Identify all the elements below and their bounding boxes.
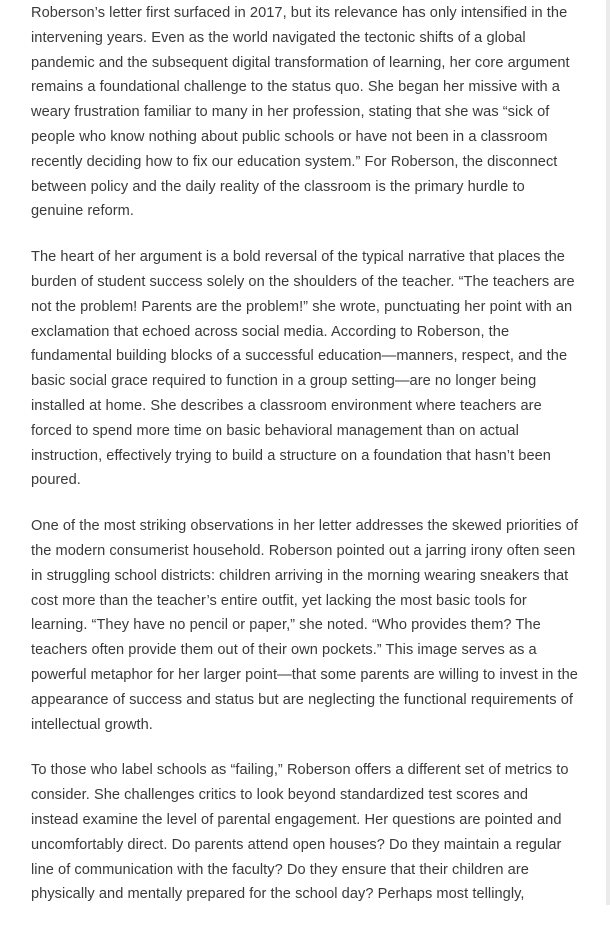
article-paragraph-4: To those who label schools as “failing,” Roberson offers a different set of metrics to consider. She challenges critics to look beyond standardized test scores and instead examine the level of parental engagement. Her questions are pointed and uncomfortably direct. Do parents attend open houses? Do they maintain a regular line of communication with the faculty? Do they ensure that their children are physically and mentally prepared for the school day? Perhaps most tellingly, (31, 762, 569, 903)
article-paragraph-1: Roberson’s letter first surfaced in 2017, but its relevance has only intensified in the intervening years. Even as the world navigated the tectonic shifts of a global pandemic and the subsequent digital transformation of learning, her core argument remains a foundational challenge to the status quo. She began her missive with a weary frustration familiar to many in her profession, stating that she was “sick of people who know nothing about public schools or have not been in a classroom recently deciding how to fix our education system.” For Roberson, the disconnect between policy and the daily reality of the classroom is the primary hurdle to genuine reform. (31, 5, 570, 220)
article-paragraph-3: One of the most striking observations in her letter addresses the skewed priorities of the modern consumerist household. Roberson pointed out a jarring irony often seen in struggling school districts: children arriving in the morning wearing sneakers that cost more than the teacher’s entire outfit, yet lacking the most basic tools for learning. “They have no pencil or paper,” she noted. “Who provides them? The teachers often provide them out of their own pockets.” This image serves as a powerful metaphor for her larger point—that some parents are willing to invest in the appearance of success and status but are neglecting the functional requirements of intellectual growth. (31, 518, 578, 733)
article-body (31, 1, 579, 928)
article-paragraph-2: The heart of her argument is a bold reversal of the typical narrative that places the burden of student success solely on the shoulders of the teacher. “The teachers are not the problem! Parents are the problem!” she wrote, punctuating her point with an exclamation that echoed across social media. According to Roberson, the fundamental building blocks of a successful education—manners, respect, and the basic social grace required to function in a group setting—are no longer being installed at home. She describes a classroom environment where teachers are forced to spend more time on basic behavioral management than on actual instruction, effectively trying to build a structure on a foundation that hasn’t been poured. (31, 249, 575, 489)
scrollbar-track[interactable] (606, 0, 610, 905)
